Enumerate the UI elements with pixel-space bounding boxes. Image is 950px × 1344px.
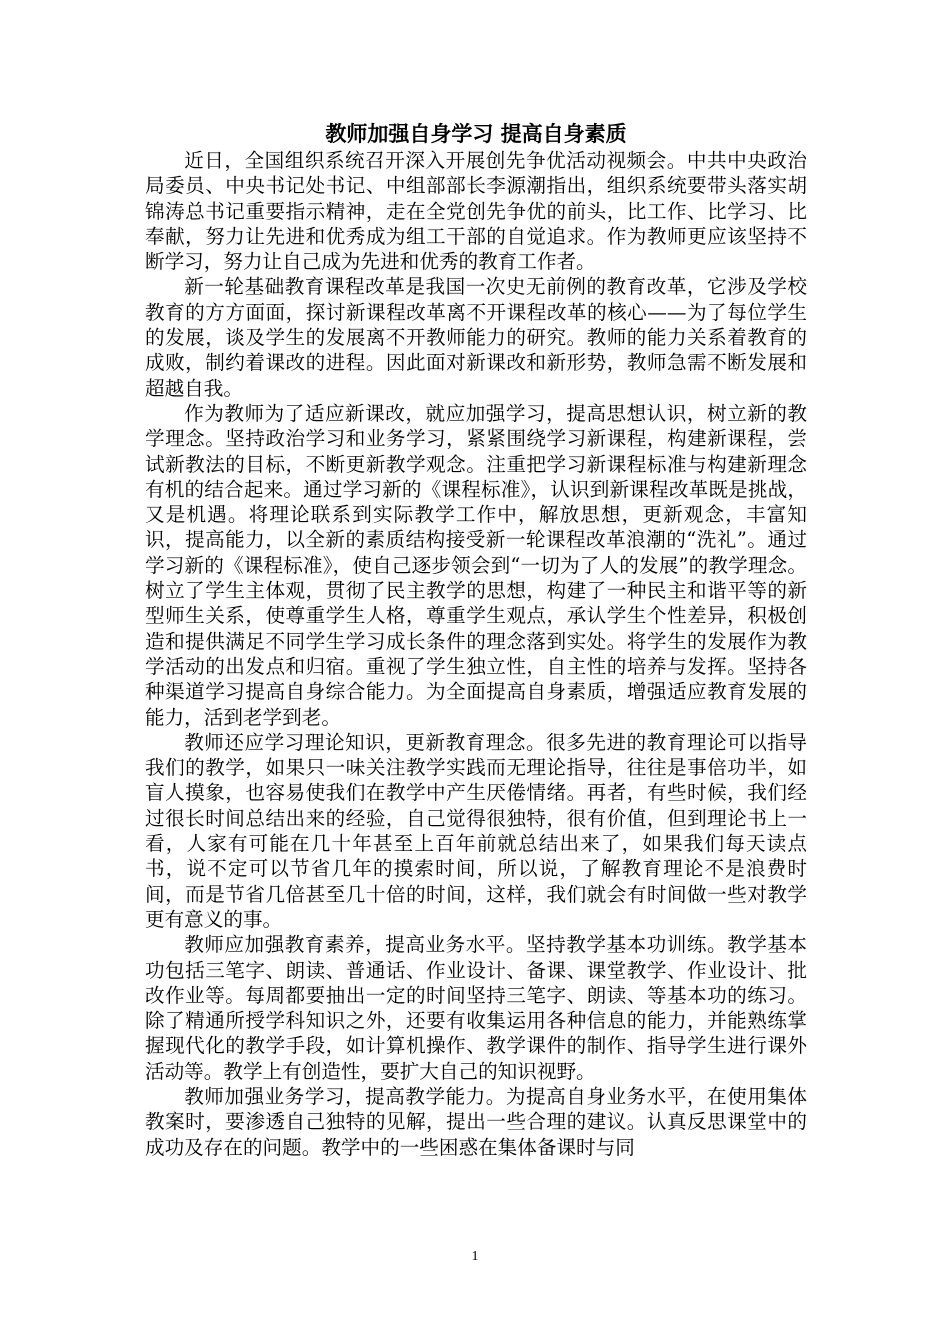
paragraph-curriculum-reform: 新一轮基础教育课程改革是我国一次史无前例的教育改革，它涉及学校教育的方方面面，探讨新课程改革离不开课程改革的核心——为了每位学生的发展，谈及学生的发展离不开教师能力的研究。教师的能力关系着教育的成败，制约着课改的进程。因此面对新课改和新形势，教师急需不断发展和超越自我。 [145, 275, 807, 400]
paragraph-teaching-ability: 教师加强业务学习，提高教学能力。为提高自身业务水平，在使用集体教案时，要渗透自己独特的见解，提出一些合理的建议。认真反思课堂中的成功及存在的问题。教学中的一些困惑在集体备课时与同 [145, 1084, 807, 1159]
document-title: 教师加强自身学习 提高自身素质 [325, 121, 627, 146]
page-number: 1 [471, 1249, 479, 1264]
paragraph-intro: 近日，全国组织系统召开深入开展创先争优活动视频会。中共中央政治局委员、中央书记处书记、中组部部长李源潮指出，组织系统要带头落实胡锦涛总书记重要指示精神，走在全党创先争优的前头，比工作、比学习、比奉献，努力让先进和优秀成为组工干部的自觉追求。作为教师更应该坚持不断学习，努力让自己成为先进和优秀的教育工作者。 [145, 149, 807, 274]
paragraph-new-concepts: 作为教师为了适应新课改，就应加强学习，提高思想认识，树立新的教学理念。坚持政治学习和业务学习，紧紧围绕学习新课程，构建新课程，尝试新教法的目标，不断更新教学观念。注重把学习新课程标准与构建新理念有机的结合起来。通过学习新的《课程标准》，认识到新课程改革既是挑战，又是机遇。将理论联系到实际教学工作中，解放思想，更新观念，丰富知识，提高能力，以全新的素质结构接受新一轮课程改革浪潮的“洗礼”。通过学习新的《课程标准》，使自己逐步领会到“一切为了人的发展”的教学理念。树立了学生主体观，贯彻了民主教学的思想，构建了一种民主和谐平等的新型师生关系，使尊重学生人格，尊重学生观点，承认学生个性差异，积极创造和提供满足不同学生学习成长条件的理念落到实处。将学生的发展作为教学活动的出发点和归宿。重视了学生独立性，自主性的培养与发挥。坚持各种渠道学习提高自身综合能力。为全面提高自身素质，增强适应教育发展的能力，活到老学到老。 [145, 401, 807, 729]
paragraph-education-literacy: 教师应加强教育素养，提高业务水平。坚持教学基本功训练。教学基本功包括三笔字、朗读、普通话、作业设计、备课、课堂教学、作业设计、批改作业等。每周都要抽出一定的时间坚持三笔字、朗读、等基本功的练习。除了精通所授学科知识之外，还要有收集运用各种信息的能力，并能熟练掌握现代化的教学手段，如计算机操作、教学课件的制作、指导学生进行课外活动等。教学上有创造性，要扩大自己的知识视野。 [145, 933, 807, 1083]
paragraph-theory-study: 教师还应学习理论知识，更新教育理念。很多先进的教育理论可以指导我们的教学，如果只一味关注教学实践而无理论指导，往往是事倍功半，如盲人摸象，也容易使我们在教学中产生厌倦情绪。再者，有些时候，我们经过很长时间总结出来的经验，自己觉得很独特，很有价值，但到理论书上一看，人家有可能在几十年甚至上百年前就总结出来了，如果我们每天读点书，说不定可以节省几年的摸索时间，所以说，了解教育理论不是浪费时间，而是节省几倍甚至几十倍的时间，这样，我们就会有时间做一些对教学更有意义的事。 [145, 730, 807, 931]
document-body [145, 120, 807, 1160]
